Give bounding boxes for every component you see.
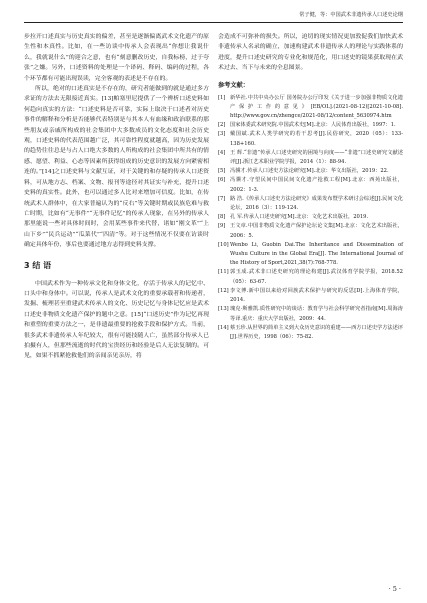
reference-item [218, 167, 403, 176]
reference-number: [10] [218, 241, 229, 248]
reference-item [218, 149, 403, 167]
reference-text: 蔡玉珍.从世界的简单主义到大众历史意识的重建——西方口述史学方法述评[J].世界历史，1998（06）：75-82. [230, 324, 403, 340]
paragraph: 步拉开口述真实与历史真实的偏差，甚至是逐渐偏离武术文化遗产的原生性和本真性。比如，在一些访谈中传承人会表现出“你想让我说什么，我就说什么”的迎合之意，也有“刻意删改历史，自我标榜，过于夸张”之嫌。另外，口述资料的处理是一个译码、释码、编码的过程，各个环节都有可能出现误读，完全客观的表述是不存在的。 [24, 34, 209, 82]
right-column [218, 32, 403, 342]
reference-item [218, 213, 403, 222]
paragraph: 会造成不可弥补的损失。所以，迫切的现实情况更加敦促我们加快武术非遗传承人名录的确立，加速构建武术非遗传承人的理论与实践体系的进度，提升口述史研究的专业化和规范化，用口述史的镜果获取现在武术过去、当下与未来的全息图景。 [218, 34, 403, 72]
reference-text: 新华社.中共中央办公厅 国务院办公厅印发《关于进一步加强非物质文化遗产保护工作的意见》[EB/OL].(2021-08-12)[2021-10-08]. http://www.gov.cn/zhengce/2021-08/12/content_5630974.htm [230, 94, 403, 120]
reference-item [218, 94, 403, 122]
reference-number: [7] [218, 195, 226, 202]
running-header: 常子健，等：中国武术非遗传承人口述史论纲 [299, 12, 403, 18]
reference-text: 郭玉成.武术非口述史研究的理论构建[J].武汉体育学院学报，2018.52（05）：63-67. [230, 269, 403, 285]
reference-text: 王文章.中国非物质文化遗产保护论坛论文集[M].北京：文化艺术出版社，2006：5. [230, 223, 403, 239]
reference-text: 冯骥才.守望民间中国民间文化遗产抢救工程[M].北京：西苑出版社，2002：1-3. [230, 177, 403, 193]
reference-number: [6] [218, 177, 226, 184]
reference-number: [11] [218, 269, 229, 276]
header-rule [24, 22, 403, 23]
reference-item [218, 222, 403, 240]
reference-number: [1] [218, 94, 226, 101]
reference-text: 王 辉.“非遗”传承人口述史研究的困境与向度——“非遗”口述史研究文献述评[J].浙江艺术职业学院学报，2014（1）：88-94. [230, 149, 403, 166]
reference-item [218, 176, 403, 194]
page-number: · 5 · [388, 585, 401, 593]
reference-item [218, 195, 403, 213]
section-heading: 3 结 语 [24, 260, 52, 270]
reference-number: [9] [218, 223, 226, 230]
reference-number: [5] [218, 168, 226, 175]
references-heading: 参考文献： [218, 81, 249, 89]
reference-text: 国家体委武术研究院.中国武术史[M].北京：人民体育出版社，1997：1. [230, 122, 396, 129]
reference-text: 冯骥才.传承人口述史方法论研究[M].北京：华文出版社，2019：22. [230, 168, 389, 175]
reference-text: 瑰克·斯雅凯.质性研究中的谈话：教育学与社会科学研究者指南[M].周海涛等译.重庆：重庆大学出版社，2009：44. [230, 306, 403, 322]
reference-item [218, 287, 403, 305]
paragraph: 所以，绝对的口述真实是不存在的，研究者能做到的就是通过多方求证的方法去无限接近真实。[13]帕塞里尼提供了一个辨析口述史料如何趋向真实的方法：“口述史料是否可靠，实际上取决于口述者对历史事件的解释和分析是否能够代表特别是与其本人有血缘和政治联系的那些朋友或亲戚所构成的社会集团中大多数成员的文化态度和社会历史观，口述史料的代表范围越广泛，其可靠性程度就越高，因为历史发展的趋势往往总是与占人口绝大多数的人所构成的社会集团中所共有的情感、愿望、利益、心态等因素所获得组成的历史意识的发展方向紧密相连的。”[14]之口述史料与文献互证，对于关键的和存疑的传承人口述资料，可从地方志、档案、文物、报刊等途径对其证实与补充，提升口述史料的真实性。此外，也可以通过多人比对来增加可信度。比如，在传统武术人群体中，在大家普遍认为的“反右”等关键时期或民族危难与救亡时期，比如有“无事件”“无事件记忆”的传承人现象，在另外的传承人那里能说一些对具体时间时，会用某些事件来代替，诸如“刚文革”“上山下乡”“民兵运动”“瓜菜代”“四清”等。对于这些情况不仅要在访谈时确定具体年份，事后也要通过地方志得到史料支撑。 [24, 86, 209, 249]
reference-text: Wenbo Li, Guobin Dai.The Inheritance and Dissemination of Wushu Culture in the Global Era[J]. The International Journal of the History of Sport,2021,38(7):768-778. [230, 241, 403, 267]
reference-item [218, 268, 403, 286]
left-column [24, 32, 209, 362]
reference-number: [2] [218, 122, 226, 129]
reference-text: 李文博.新中国以来给对回族武术保护与研究的反思[D].上海体育学院，2014. [230, 287, 403, 304]
reference-number: [12] [218, 287, 229, 294]
reference-item [218, 130, 403, 148]
reference-item [218, 121, 403, 130]
reference-text: 路 浩.《传承人口述史方法论研究》成果发布暨学术研讨会综述[J].民间文化论坛，2016（3）：119-124. [230, 195, 403, 212]
reference-number: [3] [218, 131, 226, 138]
paragraph: 中国武术作为一种传承文化和身体文化，存活于传承人的记忆中、口头中和身体中。可以说，传承人是武术文化的重要承载者和传递者，发掘、梳理甚至重建武术传承人的文化、历史记忆与身体记忆应是武术口述史非物质文化遗产保护的题中之意。[15]“口述历史”作为记忆再现和重塑的重要方法之一，是非遗最重要的抢救手段和保护方式。当前，很多武术非遗传承人年纪较大，很有可能技随人亡，虽然部分传承人已拍摄有人，但那些流逝的时代的宝贵经历和经验是后人无法复制的。可见，如果不抓紧抢救他们的亲闻亲见亲历，将 [24, 280, 209, 360]
reference-item [218, 324, 403, 342]
reference-text: 戴国斌.武术人类学研究的若干思考[J].民俗研究，2020（05）：133-138+160. [230, 131, 403, 147]
reference-text: 孔 军.传承人口述史研究[M].北京：文化艺术出版社，2019. [230, 214, 369, 221]
reference-item [218, 241, 403, 269]
reference-number: [8] [218, 214, 226, 221]
reference-number: [4] [218, 149, 226, 156]
reference-item [218, 305, 403, 323]
reference-number: [14] [218, 324, 229, 331]
reference-number: [13] [218, 306, 229, 313]
reference-list [218, 94, 403, 342]
